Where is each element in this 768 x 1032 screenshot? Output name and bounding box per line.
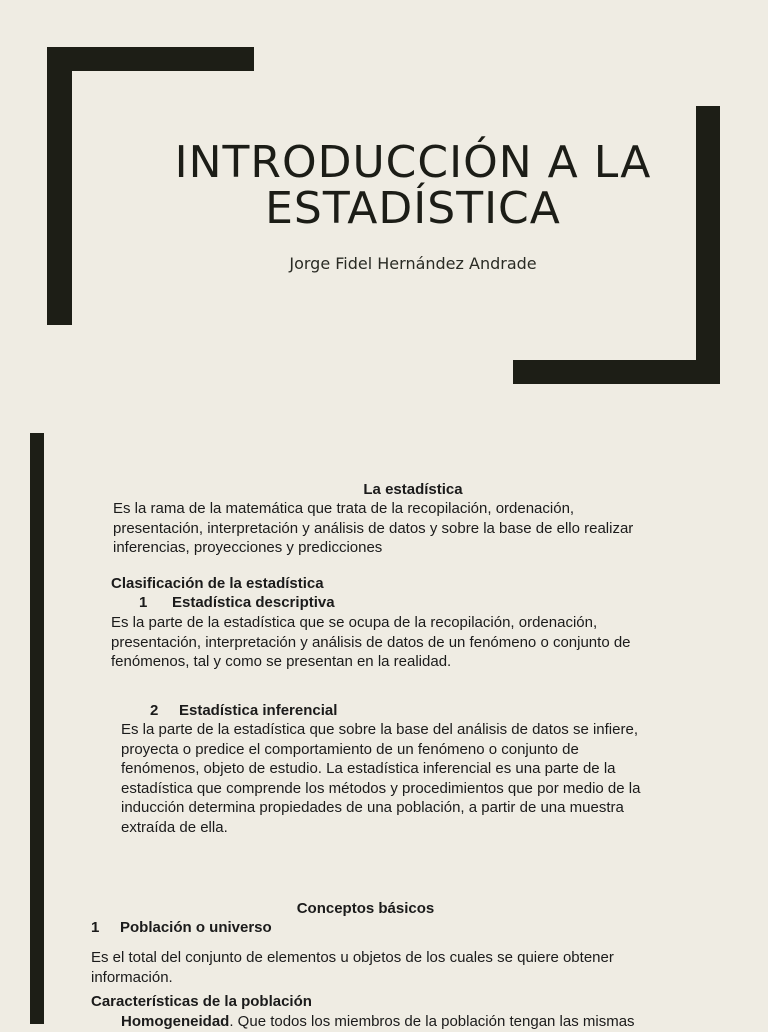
characteristics-heading: Características de la población bbox=[91, 993, 312, 1010]
author-name: Jorge Fidel Hernández Andrade bbox=[289, 254, 537, 273]
item-1-line: presentación, interpretación y análisis de datos de un fenómeno o conjunto de bbox=[111, 633, 631, 651]
title-slide bbox=[0, 0, 768, 400]
concept-1-line: Es el total del conjunto de elementos u objetos de los cuales se quiere obtener bbox=[91, 949, 614, 966]
item-1-line: Es la parte de la estadística que se ocupa de la recopilación, ordenación, bbox=[111, 614, 598, 631]
item-2-line: inducción determina propiedades de una población, a partir de una muestra bbox=[121, 799, 624, 816]
concepts-heading: Conceptos básicos bbox=[296, 900, 435, 917]
page-title bbox=[80, 137, 746, 234]
definition-line: inferencias, proyecciones y predicciones bbox=[113, 539, 383, 556]
section-heading: La estadística bbox=[363, 481, 463, 498]
concept-1-line: información. bbox=[91, 968, 173, 986]
item-2-paragraph bbox=[121, 720, 640, 837]
homogeneity-term: Homogeneidad bbox=[121, 1013, 230, 1030]
classification-heading: Clasificación de la estadística bbox=[111, 575, 324, 592]
definition-line: presentación, interpretación y análisis de datos y sobre la base de ello realizar bbox=[113, 519, 634, 537]
left-accent-bar bbox=[30, 433, 44, 1024]
item-2-number: 2 bbox=[150, 702, 159, 719]
item-1-title: Estadística descriptiva bbox=[172, 594, 335, 611]
homogeneity-text: . Que todos los miembros de la población tengan las mismas bbox=[229, 1013, 635, 1030]
title-line-1: INTRODUCCIÓN A LA bbox=[174, 137, 652, 188]
content-page bbox=[0, 433, 768, 1030]
item-2-line: Es la parte de la estadística que sobre la base del análisis de datos se infiere, bbox=[121, 721, 638, 738]
concept-1-number: 1 bbox=[91, 919, 100, 936]
definition-paragraph bbox=[113, 499, 633, 558]
definition-line: Es la rama de la matemática que trata de la recopilación, ordenación, bbox=[113, 500, 575, 517]
concept-1-paragraph bbox=[91, 948, 614, 987]
item-2-line: estadística que comprende los métodos y procedimientos que por medio de la bbox=[121, 779, 641, 797]
item-2-line: fenómenos, objeto de estudio. La estadística inferencial es una parte de la bbox=[121, 760, 616, 777]
item-2-heading bbox=[150, 701, 337, 721]
title-line-2: ESTADÍSTICA bbox=[265, 183, 561, 234]
frame-bar-top-left-horizontal bbox=[47, 47, 254, 71]
concept-1-title: Población o universo bbox=[120, 919, 272, 936]
frame-bar-bottom-right-horizontal bbox=[513, 360, 720, 384]
item-1-line: fenómenos, tal y como se presentan en la realidad. bbox=[111, 653, 452, 670]
item-2-line: proyecta o predice el comportamiento de un fenómeno o conjunto de bbox=[121, 740, 579, 758]
concept-1-heading bbox=[91, 918, 272, 938]
frame-bar-top-left-vertical bbox=[47, 47, 72, 325]
item-1-paragraph bbox=[111, 613, 631, 672]
homogeneity-line bbox=[121, 1012, 635, 1032]
item-2-line: extraída de ella. bbox=[121, 818, 228, 836]
item-2-title: Estadística inferencial bbox=[179, 702, 338, 719]
item-1-number: 1 bbox=[139, 594, 148, 611]
item-1-heading bbox=[139, 593, 335, 613]
